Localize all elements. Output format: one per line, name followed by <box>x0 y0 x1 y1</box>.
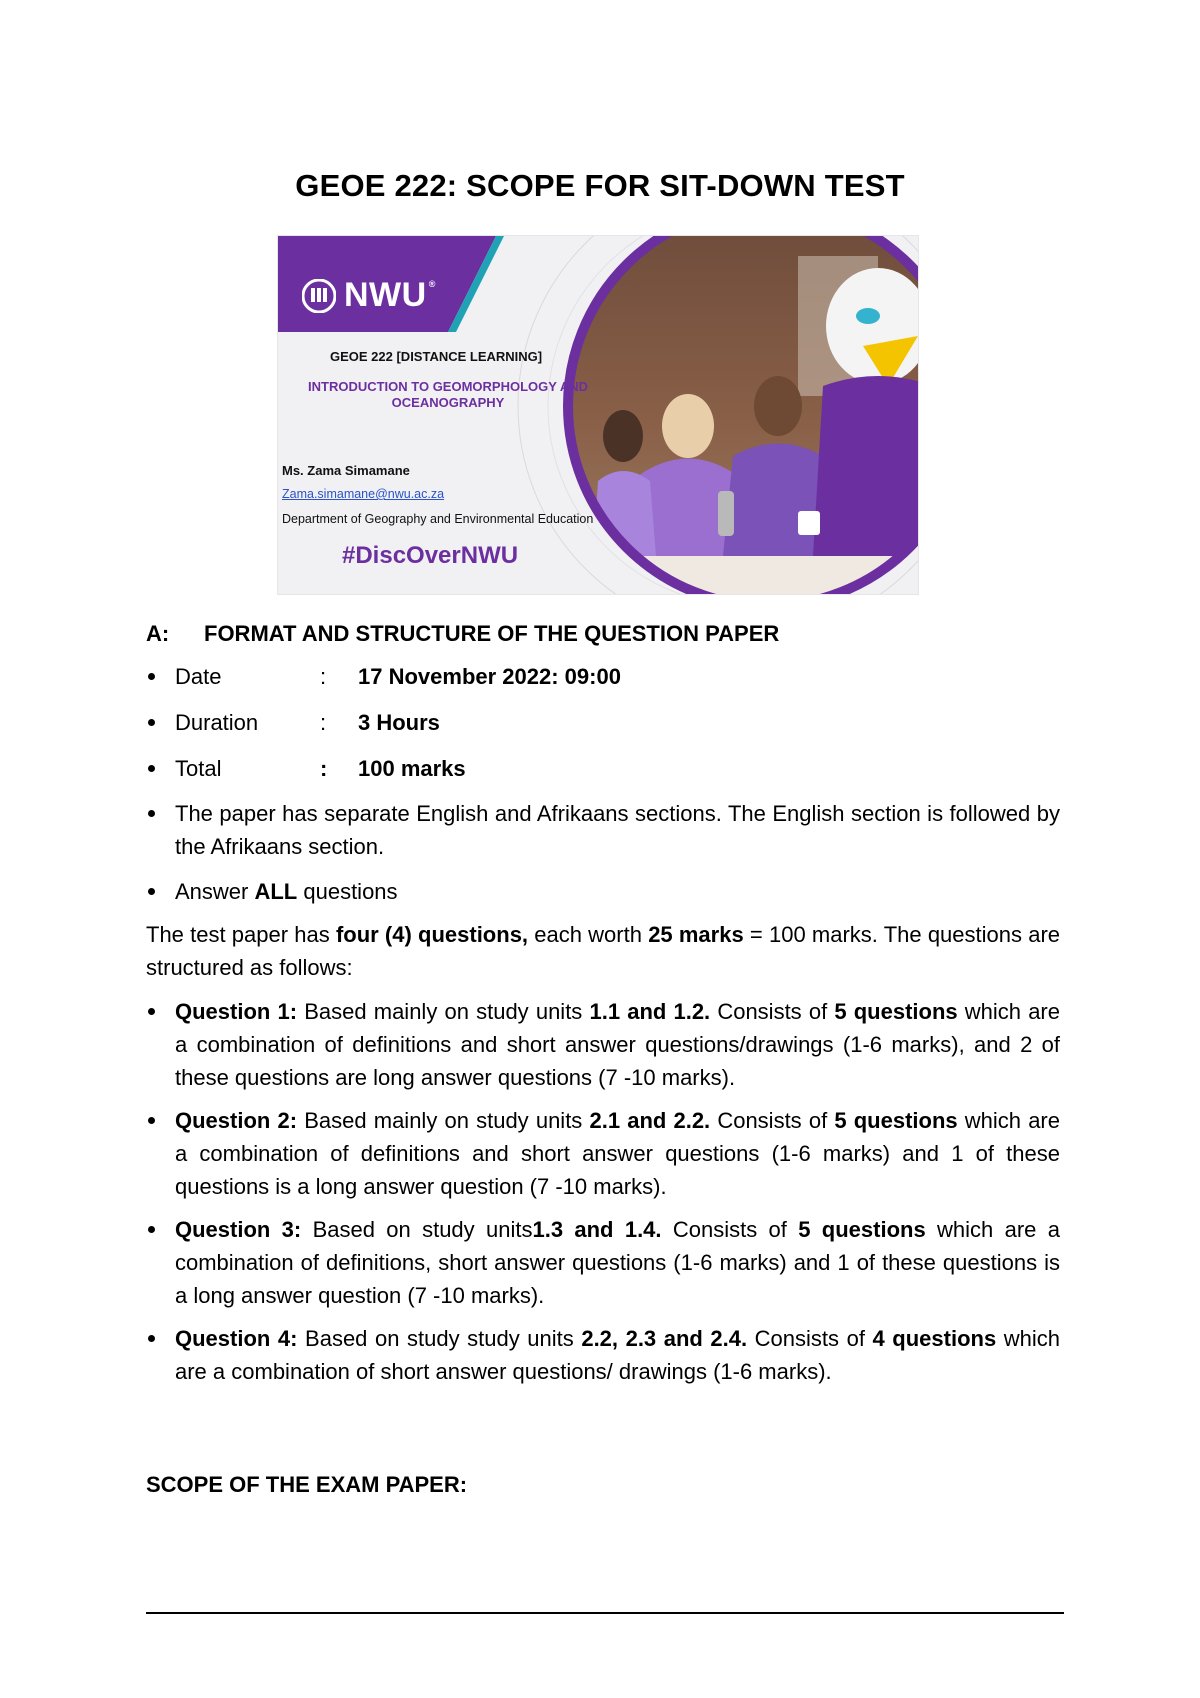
separate-sections-text: The paper has separate English and Afrikaans sections. The English section is followed by the Afrikaans section. <box>175 801 1060 859</box>
banner-hashtag: #DiscOverNWU <box>342 542 519 569</box>
nwu-mark-icon <box>302 279 336 313</box>
question-3-item: Question 3: Based on study units1.3 and 1.4. Consists of 5 questions which are a combination of definitions, short answer questions (1-6 marks) and 1 of these questions is a long answer question (7 -10 marks). <box>175 1217 1060 1308</box>
section-a-title: FORMAT AND STRUCTURE OF THE QUESTION PAPER <box>204 621 780 646</box>
question-1-item: Question 1: Based mainly on study units 1.1 and 1.2. Consists of 5 questions which are a combination of definitions and short answer questions/drawings (1-6 marks), and 2 of these questions are long answer questions (7 -10 marks). <box>175 999 1060 1090</box>
detail-colon: : <box>320 756 328 781</box>
bullet-icon <box>148 1335 155 1342</box>
scope-heading: SCOPE OF THE EXAM PAPER: <box>146 1472 468 1497</box>
page-title: GEOE 222: SCOPE FOR SIT-DOWN TEST <box>295 168 905 203</box>
bullet-icon <box>148 1117 155 1124</box>
bullet-icon <box>148 673 155 680</box>
detail-value: 17 November 2022: 09:00 <box>358 664 621 689</box>
banner-department: Department of Geography and Environmental Education <box>282 512 594 526</box>
registered-mark: ® <box>428 278 436 289</box>
detail-label: Duration <box>175 710 259 735</box>
section-a-label: A: <box>146 621 170 646</box>
question-4-item: Question 4: Based on study study units 2.2, 2.3 and 2.4. Consists of 4 questions which are a combination of short answer questions/ drawings (1-6 marks). <box>175 1326 1061 1384</box>
detail-colon: : <box>320 664 327 689</box>
detail-label: Date <box>175 664 222 689</box>
bullet-icon <box>148 719 155 726</box>
banner-subtitle: INTRODUCTION TO GEOMORPHOLOGY AND OCEANOGRAPHY <box>308 379 588 410</box>
intro-paragraph: The test paper has four (4) questions, each worth 25 marks = 100 marks. The questions are structured as follows: <box>146 922 1061 980</box>
detail-value: 3 Hours <box>358 710 440 735</box>
nwu-logo-text: NWU <box>344 276 427 314</box>
nwu-logo <box>302 276 436 315</box>
bullet-icon <box>148 1226 155 1233</box>
bullet-icon <box>148 810 155 817</box>
question-2-item: Question 2: Based mainly on study units 2.1 and 2.2. Consists of 5 questions which are a combination of definitions and short answer questions (1-6 marks) and 1 of these questions is a long answer question (7 -10 marks). <box>175 1108 1060 1199</box>
bullet-icon <box>148 765 155 772</box>
banner-email-link[interactable]: Zama.simamane@nwu.ac.za <box>282 487 445 501</box>
banner-course: GEOE 222 [DISTANCE LEARNING] <box>330 349 543 364</box>
bullet-icon <box>148 1008 155 1015</box>
section-a-heading <box>146 617 780 650</box>
detail-colon: : <box>320 710 327 735</box>
bullet-icon <box>148 888 155 895</box>
detail-label: Total <box>175 756 222 781</box>
banner-lecturer: Ms. Zama Simamane <box>282 463 410 478</box>
banner-photo <box>558 236 918 594</box>
answer-all-text: Answer ALL questions <box>175 879 398 904</box>
detail-value: 100 marks <box>358 756 466 781</box>
footer-divider <box>146 1612 1064 1614</box>
course-banner <box>278 236 918 594</box>
